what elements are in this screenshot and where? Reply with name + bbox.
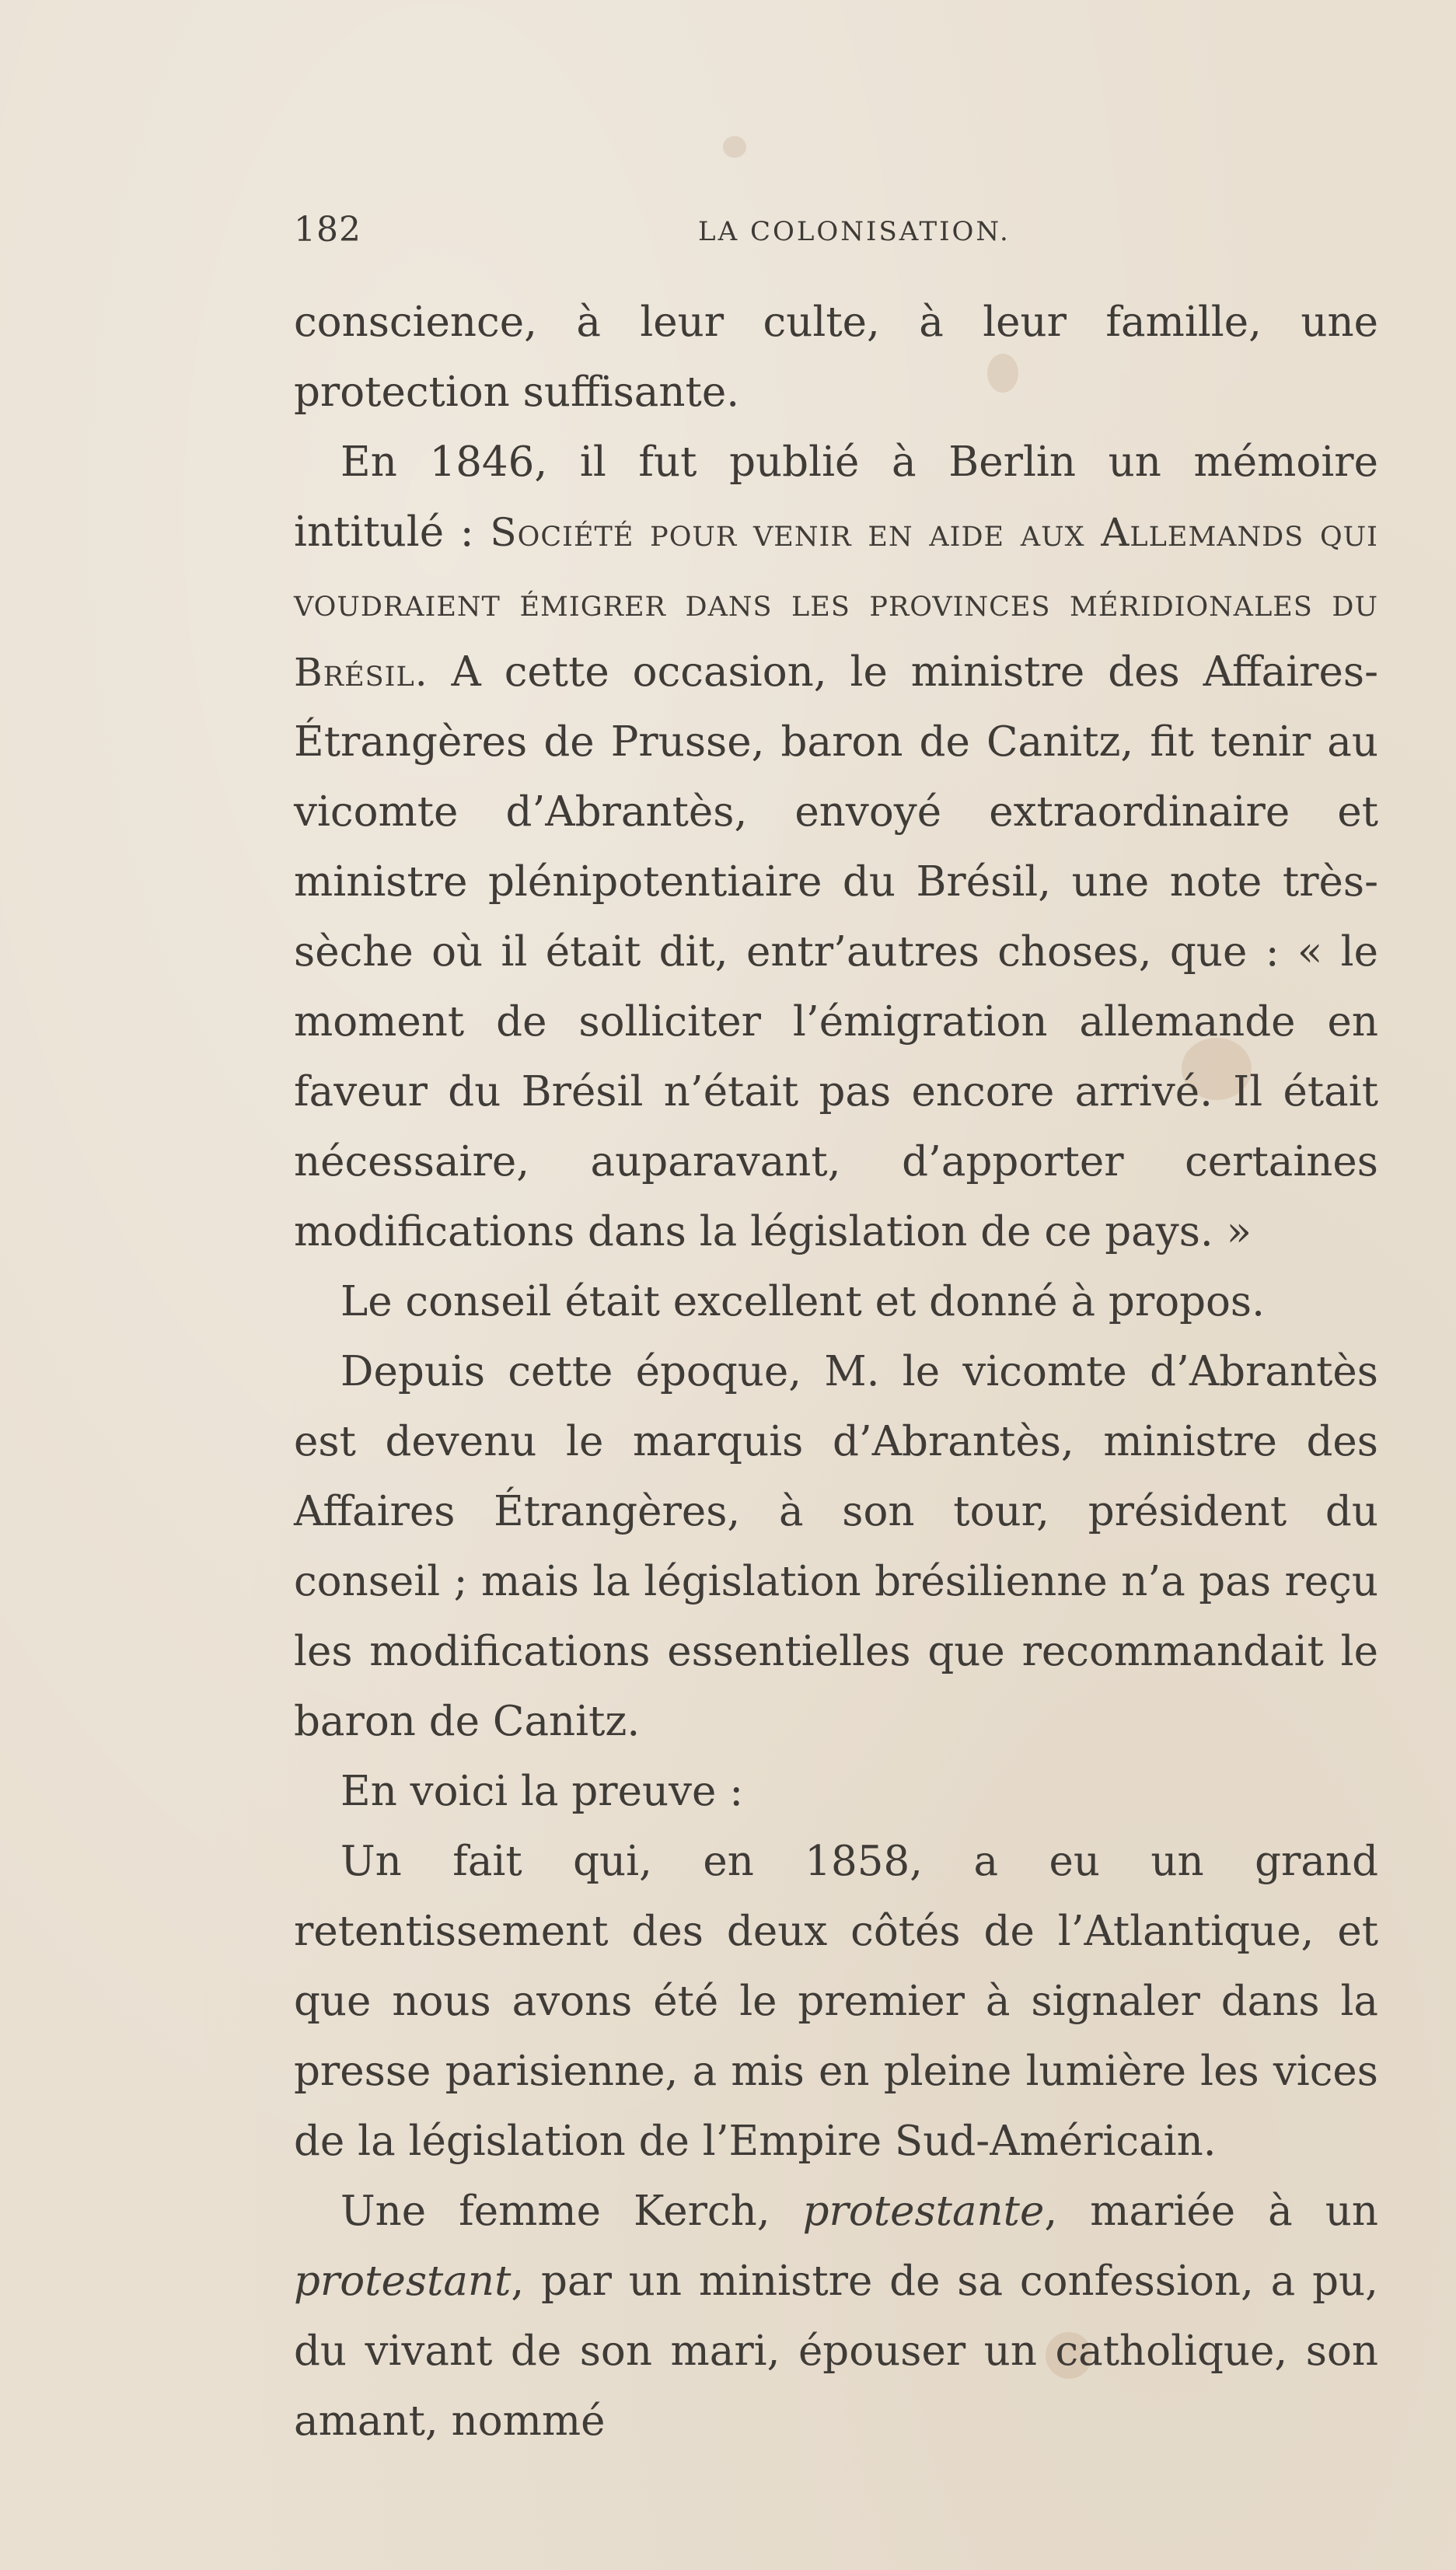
memoir-title: Société pour venir en aide aux Allemands qui voudraient émigrer dans les provinces méridionales du Brésil.: [294, 510, 1379, 695]
body-text: [294, 288, 1378, 2457]
paragraph-text: En 1846, il fut publié à Berlin un mémoire intitulé :: [294, 438, 1378, 556]
paragraph: [294, 1267, 1378, 1337]
paragraph: [294, 288, 1378, 428]
paragraph-text: Le conseil était excellent et donné à propos.: [340, 1278, 1265, 1325]
paragraph-text: Un fait qui, en 1858, a eu un grand retentissement des deux côtés de l’Atlantique, et que nous avons été le premier à signaler dans la presse parisienne, a mis en pleine lumière les vices de la législation de l’Empire Sud-Américain.: [294, 1838, 1378, 2165]
paragraph: [294, 428, 1378, 1267]
paragraph: [294, 2177, 1378, 2457]
paragraph-text: A cette occasion, le ministre des Affaires-Étrangères de Prusse, baron de Canitz, fit tenir au vicomte d’Abrantès, envoyé extraordinaire et ministre plénipotentiaire du Brésil, une note très-sèche où il était dit, entr’autres choses, que : « le moment de solliciter l’émigration allemande en faveur du Brésil n’était pas encore arrivé. Il était nécessaire, auparavant, d’apporter certaines modifications dans la législation de ce pays. »: [294, 648, 1378, 1255]
italic-word: protestant: [294, 2257, 512, 2305]
paragraph: [294, 1757, 1378, 1827]
paragraph-text: Depuis cette époque, M. le vicomte d’Abrantès est devenu le marquis d’Abrantès, ministre des Affaires Étrangères, à son tour, président du conseil ; mais la législation brésilienne n’a pas reçu les modifications essentielles que recommandait le baron de Canitz.: [294, 1348, 1378, 1745]
paragraph-text: , par un ministre de sa confession, a pu, du vivant de son mari, épouser un catholique, son amant, nommé: [294, 2257, 1378, 2445]
paragraph: [294, 1827, 1378, 2177]
italic-word: protestante: [802, 2188, 1045, 2235]
paragraph: [294, 1337, 1378, 1757]
page-number: 182: [294, 210, 361, 250]
paragraph-text: En voici la preuve :: [340, 1768, 744, 1815]
paragraph-text: Une femme Kerch,: [340, 2188, 770, 2235]
page-header: [294, 210, 1374, 264]
paragraph-text: , mariée à un: [1044, 2188, 1378, 2235]
running-head: LA COLONISATION.: [698, 216, 1011, 247]
paper-stain: [723, 136, 746, 158]
paragraph-text: conscience, à leur culte, à leur famille, une protection suffisante.: [294, 299, 1378, 416]
